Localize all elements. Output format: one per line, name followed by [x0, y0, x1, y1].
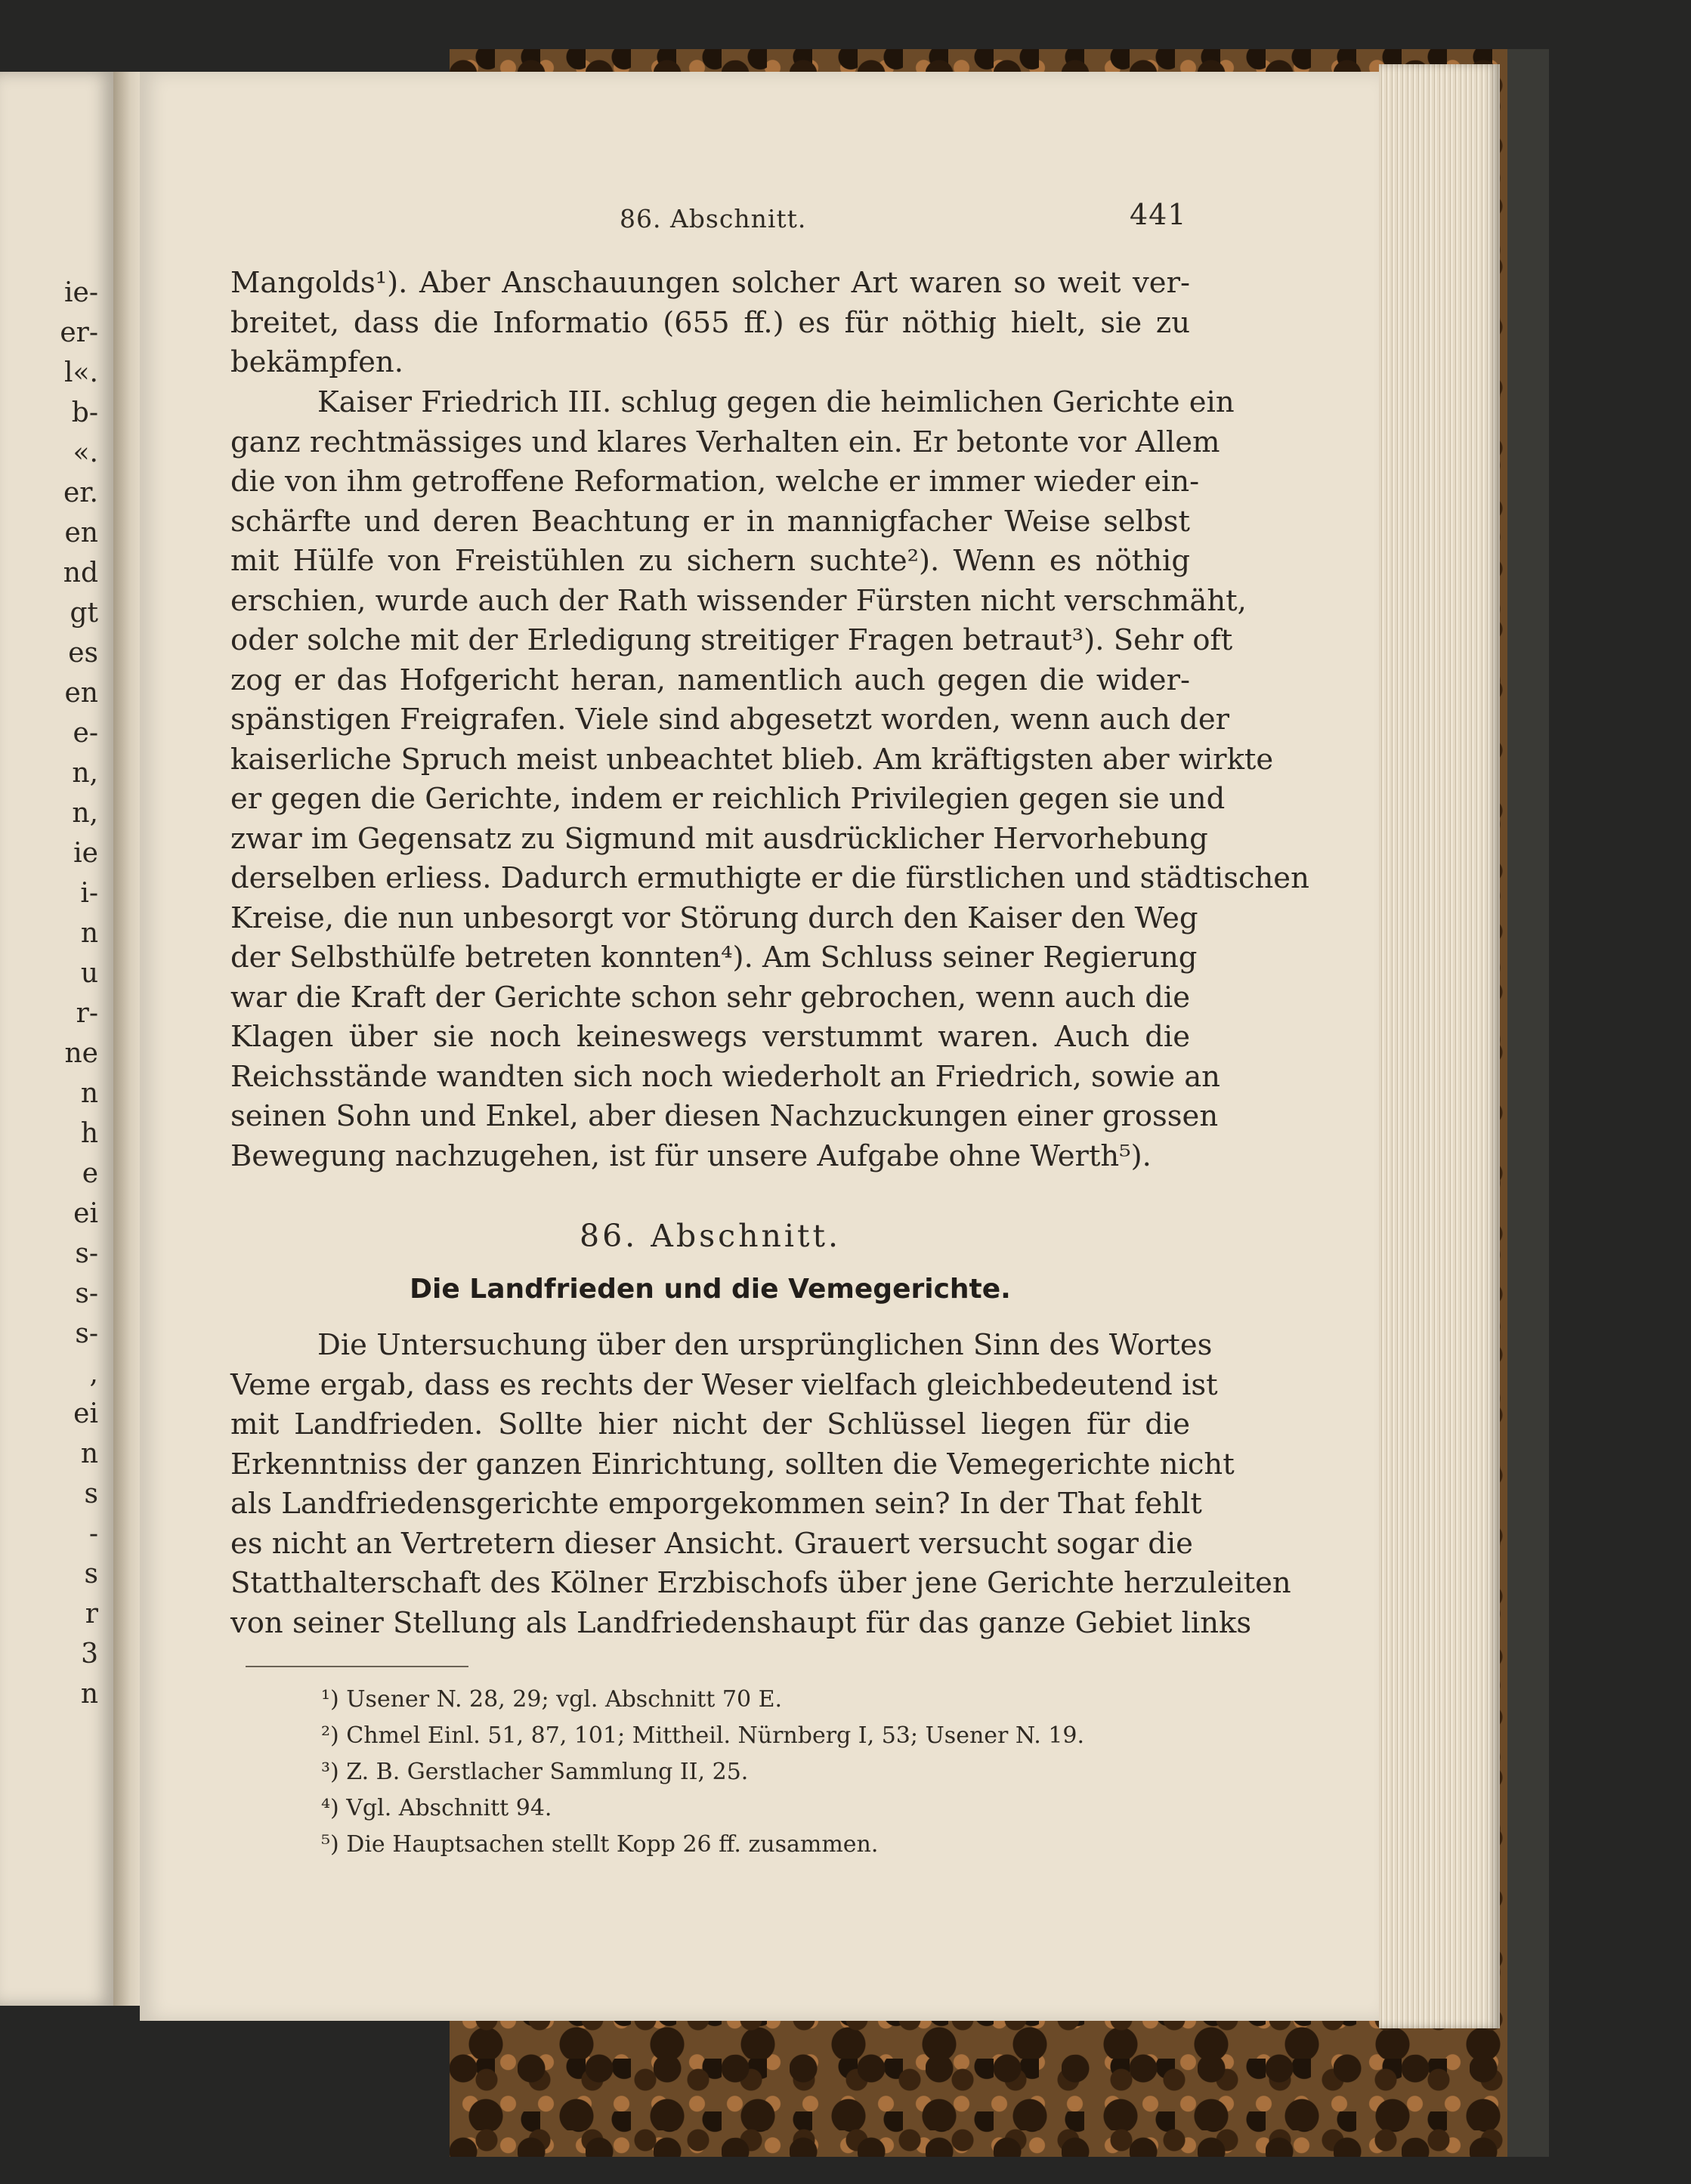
text-line: von seiner Stellung als Landfriedenshaupt für das ganze Gebiet links [230, 1605, 1252, 1640]
text-line: seinen Sohn und Enkel, aber diesen Nachzuckungen einer grossen [230, 1099, 1219, 1133]
left-page-fragment: ei [73, 1398, 98, 1429]
left-page-fragment: ei [73, 1198, 98, 1229]
left-page-fragment: r- [76, 998, 98, 1029]
left-page-fragment: ie [73, 838, 98, 869]
footnote: ²) Chmel Einl. 51, 87, 101; Mittheil. Nürnberg I, 53; Usener N. 19. [321, 1722, 1085, 1749]
left-page-fragment: n [80, 1438, 98, 1469]
text-line: mit Hülfe von Freistühlen zu sichern suchte²). Wenn es nöthig [230, 544, 1190, 578]
text-line: es nicht an Vertretern dieser Ansicht. Grauert versucht sogar die [230, 1526, 1193, 1561]
text-line: Klagen über sie noch keineswegs verstummt waren. Auch die [230, 1020, 1190, 1054]
left-page-fragment: n [80, 1679, 98, 1710]
page-fore-edge [1379, 64, 1500, 2028]
left-page-fragment: ie- [64, 277, 98, 308]
text-line: Erkenntniss der ganzen Einrichtung, sollten die Vemegerichte nicht [230, 1447, 1235, 1481]
text-line: breitet, dass die Informatio (655 ff.) es für nöthig hielt, sie zu [230, 305, 1190, 340]
text-line: erschien, wurde auch der Rath wissender Fürsten nicht verschmäht, [230, 583, 1247, 618]
left-page-fragment: , [89, 1358, 98, 1389]
text-line: er gegen die Gerichte, indem er reichlich Privilegien gegen sie und [230, 782, 1226, 816]
section-heading: 86. Abschnitt. [579, 1218, 841, 1254]
book-gutter [113, 72, 142, 2006]
text-line: derselben erliess. Dadurch ermuthigte er die fürstlichen und städtischen [230, 861, 1309, 895]
text-line: schärfte und deren Beachtung er in mannigfacher Weise selbst [230, 504, 1190, 539]
left-page-fragment: b- [71, 397, 98, 428]
left-page-fragment: n, [72, 798, 98, 829]
page-number: 441 [1130, 198, 1187, 231]
text-line: ganz rechtmässiges und klares Verhalten ein. Er betonte vor Allem [230, 425, 1220, 459]
text-line: Bewegung nachzugehen, ist für unsere Aufgabe ohne Werth⁵). [230, 1138, 1152, 1173]
left-page-fragment: gt [70, 598, 98, 629]
left-page-fragment: e- [73, 718, 98, 749]
text-line: kaiserliche Spruch meist unbeachtet blieb. Am kräftigsten aber wirkte [230, 742, 1274, 777]
left-page-fragment: 3 [81, 1639, 98, 1670]
book-spine-edge [1507, 49, 1549, 2157]
text-line: mit Landfrieden. Sollte hier nicht der Schlüssel liegen für die [230, 1407, 1190, 1441]
text-line: Kreise, die nun unbesorgt vor Störung durch den Kaiser den Weg [230, 900, 1198, 935]
left-page-fragment: er. [63, 477, 98, 508]
footnote: ³) Z. B. Gerstlacher Sammlung II, 25. [321, 1759, 749, 1785]
left-page-fragment: l«. [64, 357, 98, 388]
left-page-fragment: e [82, 1158, 98, 1189]
footnote: ⁴) Vgl. Abschnitt 94. [321, 1795, 552, 1821]
left-page-fragment: n [80, 1078, 98, 1109]
text-line: zog er das Hofgericht heran, namentlich auch gegen die wider- [230, 663, 1190, 697]
text-line: Veme ergab, dass es rechts der Weser vielfach gleichbedeutend ist [230, 1367, 1218, 1402]
text-line: der Selbsthülfe betreten konnten⁴). Am Schluss seiner Regierung [230, 941, 1198, 975]
left-page-fragment: s- [75, 1238, 98, 1269]
text-line: Die Untersuchung über den ursprünglichen Sinn des Wortes [317, 1328, 1213, 1362]
left-page-fragment: s- [75, 1318, 98, 1349]
left-page-fragment: h [80, 1118, 98, 1149]
section-title: Die Landfrieden und die Vemegerichte. [410, 1274, 1011, 1305]
text-line: spänstigen Freigrafen. Viele sind abgesetzt worden, wenn auch der [230, 703, 1230, 737]
left-page-fragment: es [68, 638, 98, 669]
footnote: ⁵) Die Hauptsachen stellt Kopp 26 ff. zusammen. [321, 1831, 879, 1858]
text-line: Mangolds¹). Aber Anschauungen solcher Art waren so weit ver- [230, 266, 1190, 300]
left-page-fragment: en [64, 517, 98, 548]
left-page-fragment: s [84, 1558, 98, 1589]
left-page-fragment: ne [64, 1038, 98, 1069]
left-page-fragment: i- [80, 878, 98, 909]
left-page-fragment: en [64, 678, 98, 709]
running-title: 86. Abschnitt. [620, 204, 807, 233]
left-page-fragment: n [80, 918, 98, 949]
left-page-fragment: n, [72, 758, 98, 789]
text-line: bekämpfen. [230, 345, 403, 379]
left-page-fragment: nd [63, 558, 98, 588]
left-page-fragment: er- [60, 317, 98, 348]
left-page-text-fragments [0, 0, 106, 2184]
left-page-fragment: s [84, 1478, 98, 1509]
text-line: als Landfriedensgerichte emporgekommen sein? In der That fehlt [230, 1487, 1202, 1521]
left-page-fragment: r [85, 1599, 98, 1630]
footnote-rule [246, 1666, 468, 1667]
text-line: Statthalterschaft des Kölner Erzbischofs über jene Gerichte herzuleiten [230, 1566, 1291, 1600]
text-line: zwar im Gegensatz zu Sigmund mit ausdrücklicher Hervorhebung [230, 821, 1208, 856]
left-page-fragment: - [88, 1518, 98, 1549]
text-line: Reichsstände wandten sich noch wiederholt an Friedrich, sowie an [230, 1059, 1220, 1094]
text-line: war die Kraft der Gerichte schon sehr gebrochen, wenn auch die [230, 980, 1190, 1015]
left-page-fragment: «. [73, 437, 98, 468]
text-line: oder solche mit der Erledigung streitiger Fragen betraut³). Sehr oft [230, 623, 1233, 657]
left-page-fragment: u [80, 958, 98, 989]
text-line: die von ihm getroffene Reformation, welche er immer wieder ein- [230, 465, 1200, 499]
text-line: Kaiser Friedrich III. schlug gegen die heimlichen Gerichte ein [317, 385, 1235, 419]
left-page-fragment: s- [75, 1278, 98, 1309]
footnote: ¹) Usener N. 28, 29; vgl. Abschnitt 70 E. [321, 1686, 783, 1713]
